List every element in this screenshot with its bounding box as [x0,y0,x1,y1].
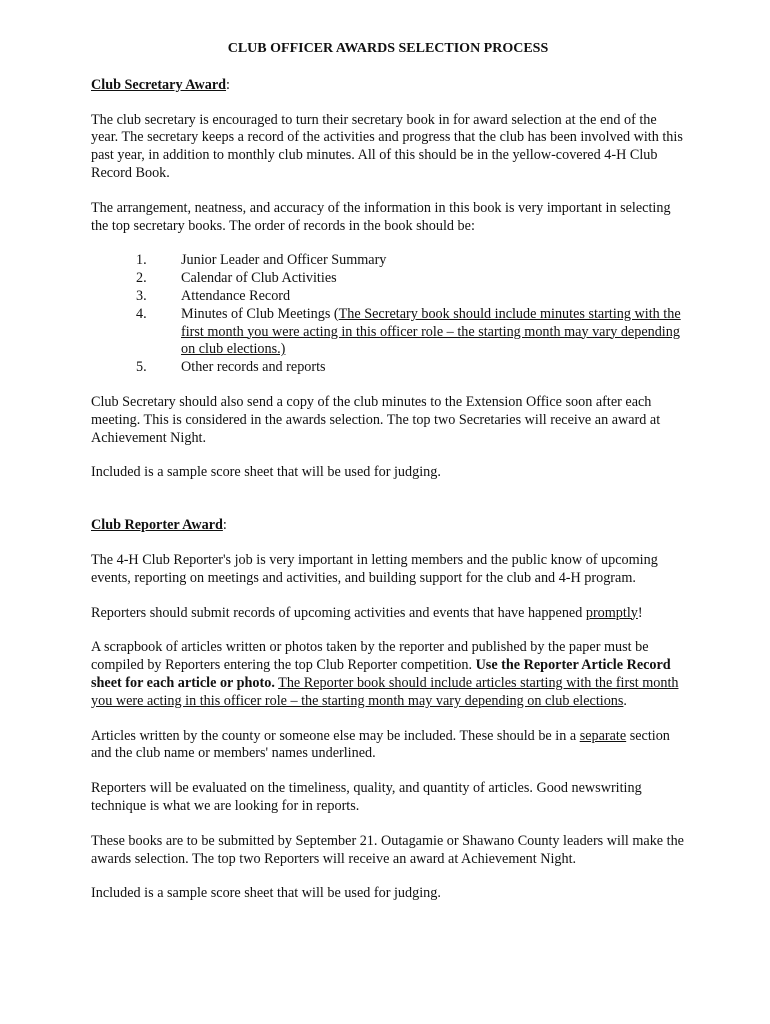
reporter-heading [91,517,685,535]
list-number: 2. [136,270,147,287]
reporter-p2-text: Reporters should submit records of upcoming activities and events that have happened [91,604,586,621]
list-item [91,270,685,288]
reporter-paragraph-2 [91,605,685,623]
reporter-p2-underlined: promptly [585,604,638,621]
secretary-paragraph-1: The club secretary is encouraged to turn their secretary book in for award selection at the end of the year. The secretary keeps a record of the activities and progress that the club has been involved with this past year, in addition to monthly club minutes. All of this should be in the yellow-covered 4-H Club Record Book. [91,111,683,181]
list-item [91,252,685,270]
document-page [91,40,685,920]
page-title: CLUB OFFICER AWARDS SELECTION PROCESS [227,41,549,56]
reporter-paragraph-3 [91,639,685,710]
list-text-plain: Minutes of Club Meetings ( [181,305,339,322]
secretary-heading-text: Club Secretary Award [91,76,227,93]
list-number: 3. [136,287,147,304]
reporter-p2-end: ! [637,604,643,621]
list-item [91,288,685,306]
secretary-paragraph-3: Club Secretary should also send a copy of the club minutes to the Extension Office soon after each meeting. This is considered in the awards selection. The top two Secretaries will receive an award at Achievement Night. [91,393,661,446]
reporter-paragraph-5: Reporters will be evaluated on the timeliness, quality, and quantity of articles. Good newswriting technique is what we are looking for in reports. [91,780,642,814]
reporter-p4-underlined: separate [579,727,627,744]
reporter-heading-text: Club Reporter Award [91,517,223,534]
list-number: 5. [136,359,147,376]
secretary-heading [91,77,685,95]
list-text: Other records and reports [181,359,326,376]
reporter-paragraph-6: These books are to be submitted by September 21. Outagamie or Shawano County leaders will make the awards selection. The top two Reporters will receive an award at Achievement Night. [91,832,684,867]
list-text: Attendance Record [181,287,291,304]
list-item [91,306,685,359]
reporter-heading-suffix: : [222,517,227,534]
reporter-p4-end: section and the club name or members' names underlined. [91,727,670,762]
reporter-p3-text: A scrapbook of articles written or photos taken by the reporter and published by the paper must be compiled by Reporters entering the top Club Reporter competition. [91,639,649,674]
reporter-paragraph-1: The 4-H Club Reporter's job is very important in letting members and the public know of upcoming events, reporting on meetings and activities, and building support for the club and 4-H program. [91,551,658,586]
reporter-p3-underlined: The Reporter book should include articles starting with the first month you were acting in this officer role – the starting month may vary depending on club elections [91,674,679,709]
secretary-paragraph-2: The arrangement, neatness, and accuracy of the information in this book is very important in selecting the top secretary books. The order of records in the book should be: [91,199,671,234]
reporter-paragraph-4 [91,728,685,764]
list-text: Junior Leader and Officer Summary [181,252,387,269]
secretary-paragraph-4: Included is a sample score sheet that will be used for judging. [91,464,441,481]
reporter-p4-text: Articles written by the county or someone else may be included. These should be in a [91,727,580,744]
reporter-p3-end: . [623,692,627,709]
reporter-paragraph-7: Included is a sample score sheet that will be used for judging. [91,885,441,902]
list-text-underlined: The Secretary book should include minutes starting with the first month you were acting in this officer role – the starting month may vary depending on club elections.) [181,305,681,358]
list-item [91,359,685,377]
list-number: 4. [136,305,147,322]
secretary-heading-suffix: : [226,76,230,93]
secretary-record-order-list [91,252,685,377]
list-text [181,306,685,359]
list-number: 1. [136,252,147,269]
section-spacer [91,499,685,517]
list-text: Calendar of Club Activities [181,270,337,287]
reporter-p3-bold: Use the Reporter Article Record sheet for each article or photo. [91,657,671,691]
